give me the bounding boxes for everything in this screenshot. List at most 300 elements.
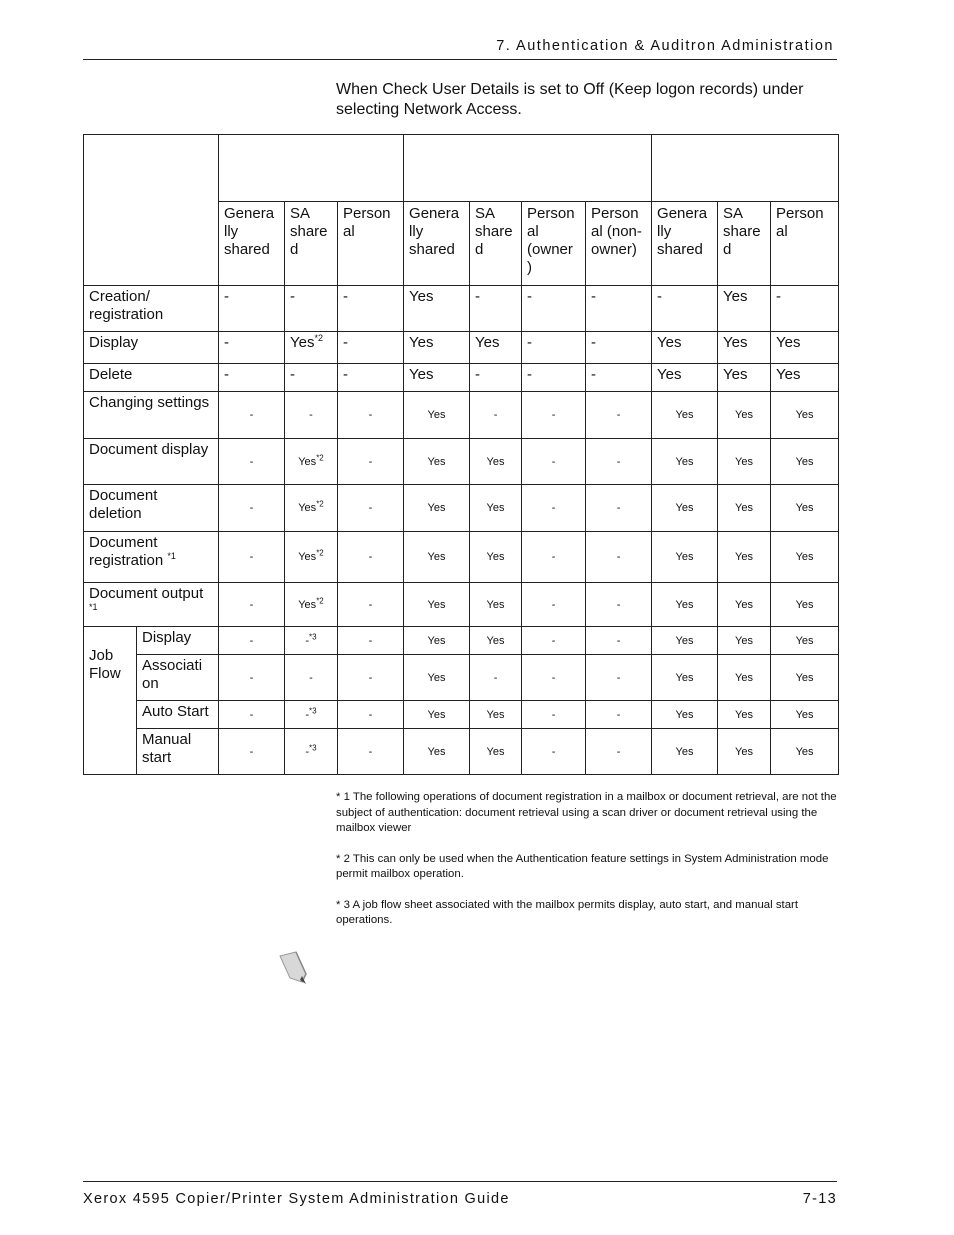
table-row: [84, 701, 839, 729]
row-label: [84, 583, 219, 627]
cell-value: Yes: [427, 455, 446, 468]
cell-value: Yes: [427, 502, 446, 514]
table-cell: [771, 364, 839, 392]
cell-value: -: [343, 288, 348, 305]
table-cell: [338, 627, 404, 655]
group-header-cell: [404, 135, 652, 202]
cell-value: -: [368, 455, 373, 468]
row-label: [84, 532, 219, 583]
row-label: [84, 332, 219, 364]
table-cell: [652, 332, 718, 364]
table-cell: [652, 485, 718, 532]
table-cell: [718, 729, 771, 775]
table-cell: [652, 286, 718, 332]
table-cell: [470, 701, 522, 729]
row-label: Display: [137, 627, 219, 655]
cell-value: -: [309, 671, 313, 684]
cell-value: Yes: [795, 598, 814, 611]
cell-value: Yes: [427, 671, 446, 684]
cell-value: -: [657, 288, 663, 305]
cell-value: Yes: [675, 745, 694, 758]
table-cell: [771, 583, 839, 627]
column-header: Genera lly shared: [652, 202, 718, 286]
column-header: SA share d: [470, 202, 522, 286]
table-cell: [219, 286, 285, 332]
cell-value: Yes: [795, 455, 814, 468]
table-cell: [522, 655, 586, 701]
cell-value: Yes: [427, 745, 446, 758]
table-cell: [470, 532, 522, 583]
cell-value: Yes: [486, 455, 505, 468]
cell-value: -: [368, 598, 373, 611]
cell-value: -: [551, 708, 556, 721]
cell-value: Yes: [675, 671, 694, 684]
table-cell: [718, 332, 771, 364]
table-cell: [219, 701, 285, 729]
cell-value: Yes: [735, 745, 753, 758]
cell-value: Yes: [675, 551, 694, 563]
cell-value: Yes: [427, 598, 446, 611]
cell-value: -: [616, 671, 621, 684]
footnote-ref: *2: [316, 499, 324, 509]
table-cell: [771, 729, 839, 775]
permissions-table: [83, 134, 839, 775]
table-cell: [219, 583, 285, 627]
row-label: [84, 286, 219, 332]
column-header: Person al: [338, 202, 404, 286]
table-cell: [586, 364, 652, 392]
cell-value: -: [551, 634, 556, 647]
cell-value: -: [616, 745, 621, 758]
table-row: [84, 655, 839, 701]
table-cell: [285, 485, 338, 532]
table-cell: [718, 583, 771, 627]
footnote-ref: *2: [316, 548, 324, 558]
row-label-text: Creation/ registration: [89, 288, 164, 323]
cell-value: Yes: [795, 634, 814, 647]
cell-value: -: [616, 708, 621, 721]
cell-value: Yes: [735, 455, 753, 468]
cell-value: -: [551, 409, 556, 421]
table-cell: [718, 364, 771, 392]
table-cell: [771, 332, 839, 364]
table-cell: [771, 286, 839, 332]
cell-value: -: [368, 634, 373, 647]
table-cell: [522, 439, 586, 485]
cell-value: -: [616, 409, 621, 421]
cell-value: Yes: [675, 455, 694, 468]
cell-value: -: [368, 409, 373, 421]
table-cell: [522, 583, 586, 627]
cell-value: -: [368, 502, 373, 514]
cell-value: -: [249, 671, 254, 684]
table-cell: [586, 532, 652, 583]
table-cell: [219, 729, 285, 775]
cell-value: -: [249, 745, 254, 758]
table-cell: [718, 701, 771, 729]
column-header: Genera lly shared: [404, 202, 470, 286]
row-label: [84, 392, 219, 439]
table-cell: [404, 332, 470, 364]
table-cell: [652, 364, 718, 392]
cell-value: -: [616, 455, 621, 468]
table-cell: [586, 286, 652, 332]
page-number: 7-13: [802, 1191, 837, 1207]
column-header: Person al (owner ): [522, 202, 586, 286]
cell-value: Yes: [298, 502, 317, 514]
cell-value: Yes: [675, 634, 694, 647]
cell-value: -: [368, 671, 373, 684]
table-cell: [652, 729, 718, 775]
table-cell: [404, 392, 470, 439]
table-cell: [470, 439, 522, 485]
cell-value: Yes: [675, 598, 694, 611]
cell-value: -: [551, 551, 556, 563]
table-cell: [285, 532, 338, 583]
group-header-cell: [219, 135, 404, 202]
footnote-3: * 3 A job flow sheet associated with the mailbox permits display, auto start, and manual start operations.: [336, 898, 798, 926]
table-cell: [586, 392, 652, 439]
column-header: Person al: [771, 202, 839, 286]
cell-value: -: [249, 502, 254, 514]
cell-value: -: [591, 288, 597, 305]
table-row: [84, 364, 839, 392]
footnotes: [336, 790, 841, 944]
table-cell: [338, 729, 404, 775]
pencil-note-icon: [276, 948, 310, 991]
footer-title: Xerox 4595 Copier/Printer System Administration Guide: [83, 1191, 510, 1207]
cell-value: -: [776, 288, 782, 305]
header-divider: [83, 59, 837, 60]
cell-value: -: [591, 366, 597, 383]
table-cell: [470, 627, 522, 655]
cell-value: Yes: [735, 671, 753, 684]
cell-value: Yes: [298, 455, 317, 468]
table-cell: [285, 286, 338, 332]
footnote-ref: *3: [309, 631, 317, 641]
cell-value: -: [475, 366, 481, 383]
table-cell: [219, 392, 285, 439]
cell-value: Yes: [735, 502, 753, 514]
cell-value: Yes: [795, 671, 814, 684]
cell-value: Yes: [657, 366, 682, 383]
cell-value: -: [249, 409, 254, 421]
table-cell: [522, 701, 586, 729]
row-label: [84, 439, 219, 485]
table-cell: [404, 532, 470, 583]
cell-value: Yes: [475, 334, 500, 351]
cell-value: -: [493, 671, 498, 684]
table-cell: [586, 729, 652, 775]
column-header: Genera lly shared: [219, 202, 285, 286]
cell-value: Yes: [486, 551, 505, 563]
row-label-text: Delete: [89, 366, 133, 383]
table-cell: [338, 701, 404, 729]
table-cell: [470, 392, 522, 439]
table-cell: [470, 286, 522, 332]
table-cell: [338, 392, 404, 439]
cell-value: Yes: [675, 708, 694, 721]
row-label-text: Document display: [89, 441, 209, 458]
table-cell: [285, 729, 338, 775]
table-cell: [404, 286, 470, 332]
job-flow-group-label: Job Flow: [84, 627, 137, 775]
table-cell: [404, 364, 470, 392]
cell-value: -: [616, 598, 621, 611]
table-cell: [285, 364, 338, 392]
cell-value: -: [616, 551, 621, 563]
footnote-ref: *1: [167, 551, 176, 561]
cell-value: -: [224, 366, 229, 383]
table-cell: [718, 627, 771, 655]
cell-value: -: [475, 288, 481, 305]
table-cell: [652, 627, 718, 655]
cell-value: Yes: [298, 551, 317, 563]
cell-value: -: [249, 551, 254, 563]
table-cell: [404, 655, 470, 701]
table-cell: [652, 532, 718, 583]
table-cell: [219, 439, 285, 485]
table-cell: [586, 701, 652, 729]
cell-value: Yes: [776, 334, 801, 351]
table-cell: [219, 627, 285, 655]
table-cell: [522, 364, 586, 392]
table-cell: [771, 655, 839, 701]
table-cell: [338, 439, 404, 485]
table-cell: [404, 701, 470, 729]
table-cell: [522, 286, 586, 332]
cell-value: Yes: [657, 334, 682, 351]
table-cell: [338, 485, 404, 532]
cell-value: Yes: [409, 334, 434, 351]
cell-value: Yes: [735, 598, 753, 611]
table-row: [84, 532, 839, 583]
cell-value: Yes: [795, 409, 814, 421]
table-cell: [652, 439, 718, 485]
cell-value: -: [305, 745, 310, 758]
footnote-ref: *2: [314, 333, 323, 343]
table-cell: [285, 392, 338, 439]
table-cell: [771, 439, 839, 485]
table-cell: [771, 532, 839, 583]
table-cell: [718, 439, 771, 485]
cell-value: -: [616, 502, 621, 514]
cell-value: -: [551, 502, 556, 514]
table-cell: [522, 729, 586, 775]
table-cell: [285, 655, 338, 701]
table-cell: [718, 286, 771, 332]
group-header-cell: [652, 135, 839, 202]
cell-value: -: [249, 708, 254, 721]
cell-value: Yes: [735, 551, 753, 563]
table-cell: [586, 439, 652, 485]
table-cell: [219, 532, 285, 583]
cell-value: -: [591, 334, 597, 351]
cell-value: -: [551, 598, 556, 611]
table-cell: [522, 532, 586, 583]
cell-value: Yes: [427, 551, 446, 563]
footnote-ref: *3: [309, 705, 317, 715]
table-cell: [586, 627, 652, 655]
cell-value: -: [343, 334, 348, 351]
cell-value: -: [527, 288, 533, 305]
cell-value: Yes: [427, 409, 446, 421]
corner-cell: [84, 135, 219, 286]
table-cell: [338, 332, 404, 364]
cell-value: -: [551, 671, 556, 684]
cell-value: Yes: [427, 708, 446, 721]
table-cell: [219, 332, 285, 364]
cell-value: Yes: [795, 502, 814, 514]
table-cell: [718, 392, 771, 439]
table-cell: [338, 655, 404, 701]
cell-value: -: [527, 334, 533, 351]
table-cell: [652, 701, 718, 729]
cell-value: -: [290, 366, 295, 383]
table-cell: [338, 532, 404, 583]
table-row: [84, 332, 839, 364]
table-cell: [652, 392, 718, 439]
table-cell: [771, 701, 839, 729]
chapter-header: 7. Authentication & Auditron Administration: [496, 38, 834, 54]
cell-value: -: [305, 634, 310, 647]
cell-value: Yes: [290, 334, 315, 351]
cell-value: Yes: [776, 366, 801, 383]
cell-value: Yes: [795, 551, 814, 563]
cell-value: -: [551, 455, 556, 468]
table-cell: [338, 286, 404, 332]
cell-value: Yes: [427, 634, 446, 647]
cell-value: Yes: [298, 598, 317, 611]
row-label: [84, 364, 219, 392]
table-row: [84, 627, 839, 655]
table-cell: [470, 332, 522, 364]
table-cell: [522, 485, 586, 532]
table-cell: [285, 332, 338, 364]
cell-value: -: [551, 745, 556, 758]
cell-value: -: [527, 366, 533, 383]
table-cell: [652, 655, 718, 701]
table-cell: [404, 627, 470, 655]
cell-value: -: [249, 455, 254, 468]
table-cell: [285, 627, 338, 655]
table-cell: [652, 583, 718, 627]
table-row: [84, 583, 839, 627]
cell-value: Yes: [723, 334, 748, 351]
footnote-1: * 1 The following operations of document registration in a mailbox or document retrieval, are not the subject of authentication: document retrieval using a scan driver or document retrieval using the mailbox viewer: [336, 791, 837, 834]
intro-text: When Check User Details is set to Off (Keep logon records) under selecting Network Access.: [336, 81, 804, 118]
table-cell: [586, 485, 652, 532]
cell-value: Yes: [486, 745, 505, 758]
footnote-ref: *2: [316, 452, 324, 462]
table-cell: [718, 532, 771, 583]
cell-value: Yes: [723, 366, 748, 383]
cell-value: -: [224, 288, 229, 305]
table-cell: [470, 655, 522, 701]
row-label: Manual start: [137, 729, 219, 775]
table-cell: [522, 627, 586, 655]
cell-value: -: [224, 334, 229, 351]
footnote-ref: *3: [309, 742, 317, 752]
row-label-text: Document deletion: [89, 487, 158, 522]
column-header: Person al (non- owner): [586, 202, 652, 286]
table-cell: [522, 392, 586, 439]
table-row: [84, 392, 839, 439]
table-cell: [404, 583, 470, 627]
group-header-row: [84, 135, 839, 202]
table-cell: [718, 485, 771, 532]
cell-value: Yes: [486, 502, 505, 514]
table-row: [84, 485, 839, 532]
cell-value: Yes: [795, 745, 814, 758]
cell-value: -: [368, 745, 373, 758]
table-cell: [470, 729, 522, 775]
cell-value: -: [249, 598, 254, 611]
cell-value: Yes: [795, 708, 814, 721]
table-cell: [522, 332, 586, 364]
table-row: [84, 439, 839, 485]
table-cell: [338, 583, 404, 627]
table-cell: [219, 485, 285, 532]
cell-value: -: [343, 366, 348, 383]
table-cell: [219, 364, 285, 392]
table-cell: [771, 627, 839, 655]
footnote-2: * 2 This can only be used when the Authentication feature settings in System Administration mode permit mailbox operation.: [336, 852, 829, 880]
cell-value: -: [616, 634, 621, 647]
table-cell: [470, 364, 522, 392]
table-cell: [771, 392, 839, 439]
cell-value: -: [309, 409, 313, 421]
cell-value: -: [249, 634, 254, 647]
cell-value: Yes: [486, 634, 505, 647]
table-cell: [338, 364, 404, 392]
table-row: [84, 729, 839, 775]
cell-value: -: [305, 708, 310, 721]
row-label: Associati on: [137, 655, 219, 701]
cell-value: Yes: [735, 634, 753, 647]
row-label: [84, 485, 219, 532]
table-cell: [771, 485, 839, 532]
table-cell: [285, 701, 338, 729]
row-label: Auto Start: [137, 701, 219, 729]
footnote-ref: *2: [316, 595, 324, 605]
column-header: SA share d: [285, 202, 338, 286]
cell-value: Yes: [486, 708, 505, 721]
cell-value: Yes: [409, 288, 434, 305]
cell-value: Yes: [723, 288, 748, 305]
row-label-text: Document registration: [89, 534, 164, 569]
cell-value: Yes: [735, 409, 753, 421]
table-cell: [470, 583, 522, 627]
table-cell: [586, 583, 652, 627]
table-cell: [404, 485, 470, 532]
table-cell: [470, 485, 522, 532]
column-header: SA share d: [718, 202, 771, 286]
row-label-text: Document output: [89, 585, 204, 602]
table-cell: [285, 439, 338, 485]
cell-value: Yes: [486, 598, 505, 611]
cell-value: -: [290, 288, 295, 305]
cell-value: Yes: [409, 366, 434, 383]
cell-value: -: [493, 409, 498, 421]
table-cell: [586, 332, 652, 364]
cell-value: Yes: [675, 409, 694, 421]
table-cell: [718, 655, 771, 701]
table-cell: [219, 655, 285, 701]
table-cell: [285, 583, 338, 627]
table-cell: [404, 729, 470, 775]
footer-divider: [83, 1181, 837, 1182]
